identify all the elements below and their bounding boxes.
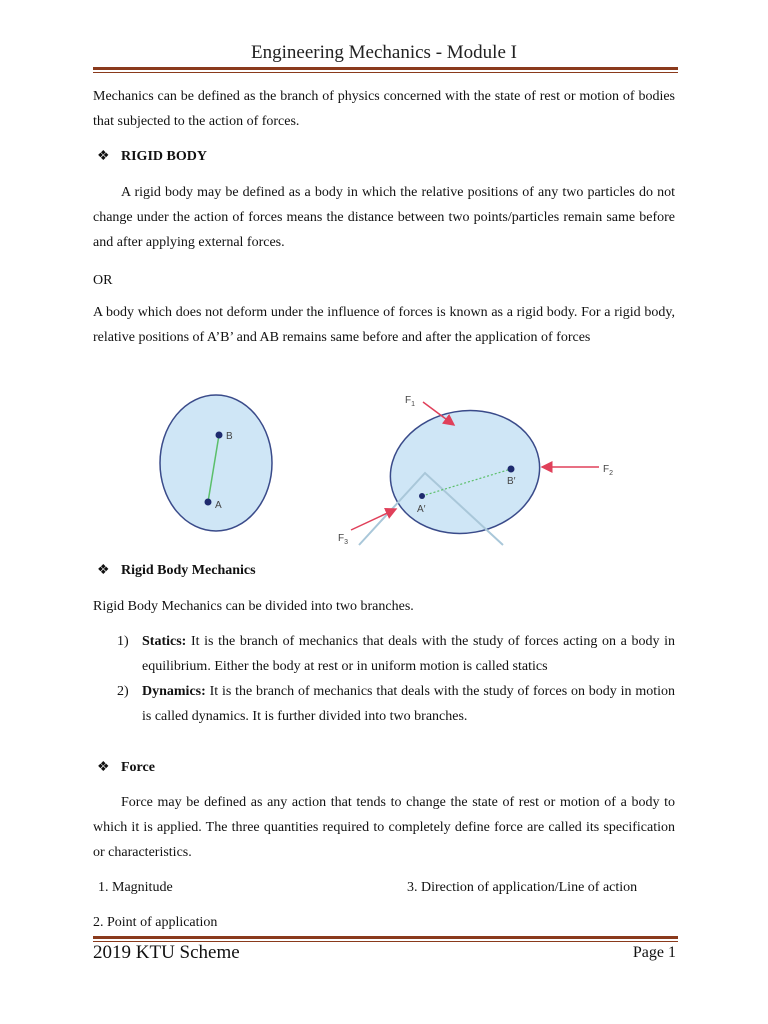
diamond-bullet-icon: ❖ [97, 149, 110, 164]
diamond-bullet-icon: ❖ [97, 563, 110, 578]
left-point-a [205, 499, 212, 506]
force-spec-direction: 3. Direction of application/Line of action [407, 880, 638, 895]
list-number: 2) [117, 684, 129, 699]
right-label-b: B′ [507, 476, 516, 487]
list-item-statics [117, 629, 675, 679]
rigid-body-mechanics-heading [97, 562, 256, 579]
rigid-body-heading-text: RIGID BODY [121, 149, 207, 164]
footer-scheme: 2019 KTU Scheme [93, 942, 240, 963]
intro-paragraph: Mechanics can be defined as the branch of physics concerned with the state of rest or motion of bodies that subjected to the action of forces. [93, 89, 675, 129]
right-body [359, 399, 549, 545]
list-number: 1) [117, 634, 129, 649]
list-term: Statics: [142, 634, 187, 649]
right-label-a: A′ [417, 504, 426, 515]
rigid-body-figure [93, 385, 678, 550]
force-spec-point: 2. Point of application [93, 915, 218, 930]
force-heading-text: Force [121, 760, 155, 775]
right-point-b [508, 466, 515, 473]
left-body [160, 395, 272, 531]
rigid-body-mechanics-intro: Rigid Body Mechanics can be divided into two branches. [93, 599, 414, 614]
left-label-b: B [226, 431, 233, 442]
or-separator: OR [93, 273, 113, 288]
rigid-body-definition-alt: A body which does not deform under the influence of forces is known as a rigid body. For a rigid body, relative positions of A’B’ and AB remains same before and after the application of forces [93, 305, 675, 345]
list-text [142, 629, 675, 679]
rigid-body-diagram [93, 385, 678, 550]
list-item-dynamics [117, 679, 675, 729]
rigid-body-mechanics-heading-text: Rigid Body Mechanics [121, 563, 256, 578]
force-f2-label: $F_2$ [603, 464, 614, 477]
header-rule [93, 67, 678, 73]
force-spec-magnitude: 1. Magnitude [98, 880, 173, 895]
right-body-shape [381, 399, 550, 545]
force-heading [97, 759, 155, 776]
list-term: Dynamics: [142, 684, 206, 699]
force-f3-arrow [351, 509, 396, 530]
footer-page-number: Page 1 [632, 944, 676, 961]
list-text [142, 679, 675, 729]
force-definition: Force may be defined as any action that tends to change the state of rest or motion of a body to which it is applied. The three quantities required to completely define force are called its specification or characteristics. [93, 795, 675, 860]
diamond-bullet-icon: ❖ [97, 760, 110, 775]
rigid-body-heading [97, 148, 207, 165]
force-f1-label: $F_1$ [405, 395, 416, 408]
list-description: It is the branch of mechanics that deals with the study of forces acting on a body in equilibrium. Either the body at rest or in uniform motion is called statics [142, 634, 675, 674]
left-label-a: A [215, 500, 222, 511]
force-f3-label: $F_3$ [338, 533, 349, 546]
right-point-a [419, 493, 425, 499]
list-description: It is the branch of mechanics that deals with the study of forces on body in motion is called dynamics. It is further divided into two branches. [142, 684, 675, 724]
force-f2 [542, 464, 613, 477]
page-header-title: Engineering Mechanics - Module I [251, 42, 517, 63]
rigid-body-definition: A rigid body may be defined as a body in which the relative positions of any two particles do not change under the action of forces means the distance between two points/particles remain same before and after applying external forces. [93, 185, 675, 250]
left-point-b [216, 432, 223, 439]
